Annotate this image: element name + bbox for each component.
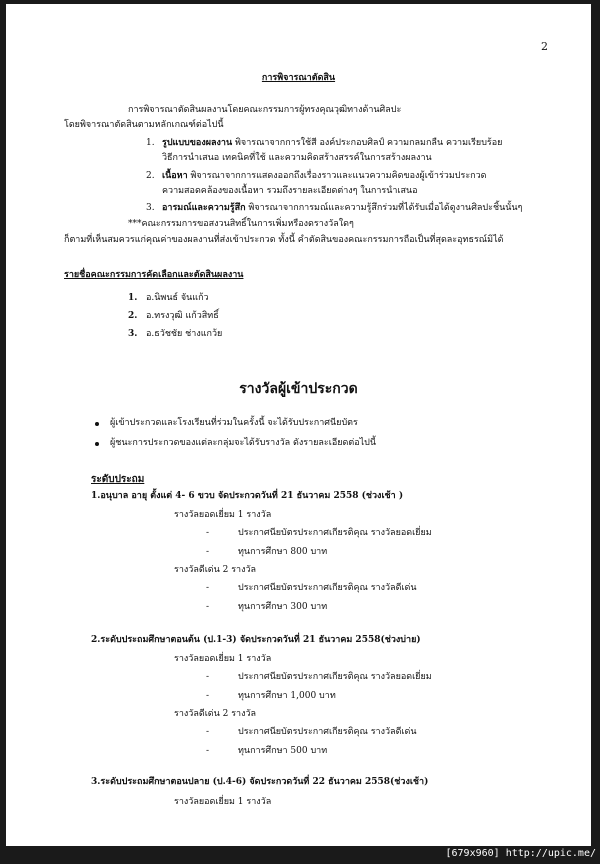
group-2-prize-1-item-2: ทุนการศึกษา 1,000 บาท bbox=[238, 691, 336, 701]
judge-2-name: อ.ทรงวุฒิ แก้วสิทธิ์ bbox=[146, 311, 219, 321]
group-3-heading: 3.ระดับประถมศึกษาตอนปลาย (ป.4-6) จัดประกวดวันที่ 22 ธันวาคม 2558(ช่วงเช้า) bbox=[91, 777, 429, 787]
group-1-prize-1-item-1: ประกาศนียบัตรประกาศเกียรติคุณ รางวัลยอดเยี่ยม bbox=[238, 528, 432, 538]
criterion-1-number: 1. bbox=[146, 138, 155, 148]
criterion-1-text: พิจารณาจากการใช้สี องค์ประกอบศิลป์ ความกลมกลืน ความเรียบร้อย bbox=[232, 138, 503, 148]
group-1-prize-1-item-2: ทุนการศึกษา 800 บาท bbox=[238, 547, 328, 557]
group-2-heading: 2.ระดับประถมศึกษาตอนต้น (ป.1-3) จัดประกวดวันที่ 21 ธันวาคม 2558(ช่วงบ่าย) bbox=[91, 635, 421, 645]
judging-note-1: ***คณะกรรมการขอสงวนสิทธิ์ในการเพิ่มหรืองดรางวัลใดๆ bbox=[128, 219, 354, 229]
judge-3-name: อ.ธวัชชัย ช่างแกว้ย bbox=[146, 329, 223, 339]
dash: - bbox=[206, 528, 210, 538]
criterion-3-label: อารมณ์และความรู้สึก bbox=[162, 203, 246, 213]
group-1-prize-2-item-1: ประกาศนียบัตรประกาศเกียรติคุณ รางวัลดีเด่น bbox=[238, 583, 417, 593]
group-1-heading: 1.อนุบาล อายุ ตั้งแต่ 4- 6 ขวบ จัดประกวดวันที่ 21 ธันวาคม 2558 (ช่วงเช้า ) bbox=[91, 491, 404, 501]
group-2-prize-2-item-1: ประกาศนียบัตรประกาศเกียรติคุณ รางวัลดีเด่น bbox=[238, 727, 417, 737]
intro-line-1: การพิจารณาตัดสินผลงานโดยคณะกรรมการผู้ทรงคุณวุฒิทางด้านศิลปะ bbox=[128, 105, 402, 115]
criterion-2-label: เนื้อหา bbox=[162, 171, 188, 181]
criterion-2-line2: ความสอดคล้องของเนื้อหา รวมถึงรายละเอียดต่างๆ ในการนำเสนอ bbox=[162, 186, 418, 196]
watermark: [679x960] http://upic.me/ bbox=[445, 848, 596, 859]
group-3-prize-1: รางวัลยอดเยี่ยม 1 รางวัล bbox=[174, 797, 272, 807]
group-2-prize-1: รางวัลยอดเยี่ยม 1 รางวัล bbox=[174, 654, 272, 664]
judge-1-name: อ.นิพนธ์ จันแก้ว bbox=[146, 293, 209, 303]
criterion-2-text: พิจารณาจากการแสดงออกถึงเรื่องราวและแนวความคิดของผู้เข้าร่วมประกวด bbox=[187, 171, 487, 181]
criterion-1 bbox=[162, 137, 502, 149]
bullet-dot bbox=[95, 422, 99, 426]
awards-bullet-2: ผู้ชนะการประกวดของแต่ละกลุ่มจะได้รับรางวัล ดังรายละเอียดต่อไปนี้ bbox=[110, 438, 377, 448]
dash: - bbox=[206, 691, 210, 701]
criterion-3 bbox=[162, 202, 522, 214]
intro-line-2: โดยพิจารณาตัดสินตามหลักเกณฑ์ต่อไปนี้ bbox=[64, 120, 224, 130]
group-2-prize-2: รางวัลดีเด่น 2 รางวัล bbox=[174, 709, 257, 719]
level-title: ระดับประถม bbox=[91, 474, 145, 485]
footer-bar bbox=[0, 846, 600, 864]
group-2-prize-1-item-1: ประกาศนียบัตรประกาศเกียรติคุณ รางวัลยอดเยี่ยม bbox=[238, 672, 432, 682]
criterion-2-number: 2. bbox=[146, 171, 155, 181]
judges-title: รายชื่อคณะกรรมการคัดเลือกและตัดสินผลงาน bbox=[64, 270, 244, 280]
judging-note-2: ก็ตามที่เห็นสมควรแก่คุณค่าของผลงานที่ส่งเข้าประกวด ทั้งนี้ คำตัดสินของคณะกรรมการถือเป็นที่สุดละอุทธรณ์มิได้ bbox=[64, 235, 504, 245]
dash: - bbox=[206, 746, 210, 756]
judging-title: การพิจารณาตัดสิน bbox=[261, 73, 336, 83]
criterion-3-number: 3. bbox=[146, 203, 155, 213]
page-number: 2 bbox=[541, 40, 548, 53]
awards-bullet-1: ผู้เข้าประกวดและโรงเรียนที่ร่วมในครั้งนี้ จะได้รับประกาศนียบัตร bbox=[110, 418, 358, 428]
judge-3-number: 3. bbox=[128, 329, 138, 339]
judge-2-number: 2. bbox=[128, 311, 138, 321]
dash: - bbox=[206, 583, 210, 593]
document-page bbox=[6, 4, 591, 846]
criterion-1-label: รูปแบบของผลงาน bbox=[162, 138, 233, 148]
dash: - bbox=[206, 602, 210, 612]
group-1-prize-2: รางวัลดีเด่น 2 รางวัล bbox=[174, 565, 257, 575]
criterion-2 bbox=[162, 170, 487, 182]
group-1-prize-2-item-2: ทุนการศึกษา 300 บาท bbox=[238, 602, 328, 612]
bullet-dot bbox=[95, 442, 99, 446]
group-2-prize-2-item-2: ทุนการศึกษา 500 บาท bbox=[238, 746, 328, 756]
judge-1-number: 1. bbox=[128, 293, 138, 303]
criterion-1-line2: วิธีการนำเสนอ เทคนิคที่ใช้ และความคิดสร้างสรรค์ในการสร้างผลงาน bbox=[162, 153, 432, 163]
dash: - bbox=[206, 547, 210, 557]
dash: - bbox=[206, 672, 210, 682]
awards-heading: รางวัลผู้เข้าประกวด bbox=[239, 381, 358, 397]
criterion-3-text: พิจารณาจากการมณ์และความรู้สึกร่วมที่ได้รับเมื่อได้ดูงานศิลปะชิ้นนั้นๆ bbox=[245, 203, 523, 213]
dash: - bbox=[206, 727, 210, 737]
group-1-prize-1: รางวัลยอดเยี่ยม 1 รางวัล bbox=[174, 510, 272, 520]
